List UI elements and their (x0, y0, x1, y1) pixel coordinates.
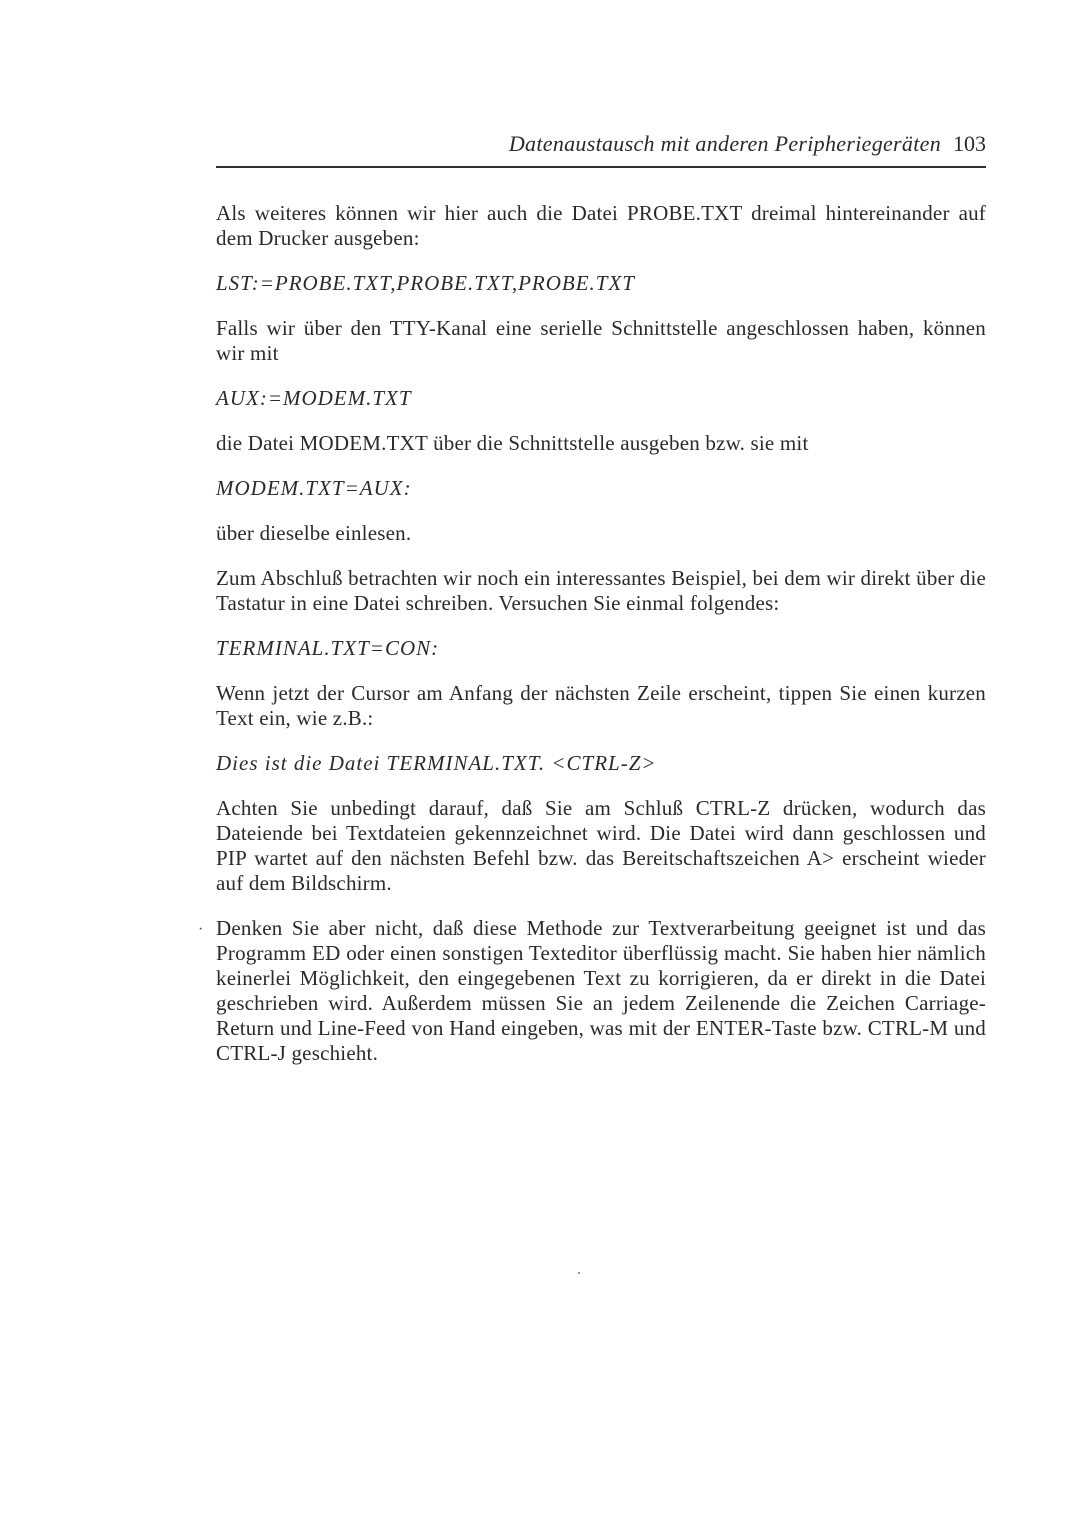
chapter-title: Datenaustausch mit anderen Peripheriegeräten (508, 131, 941, 156)
command-example-4: TERMINAL.TXT=CON: (216, 636, 440, 660)
margin-dot-mark: · (198, 921, 204, 938)
paragraph-1: Als weiteres können wir hier auch die Datei PROBE.TXT dreimal hintereinander auf dem Drucker ausgeben: (216, 201, 986, 250)
command-example-2: AUX:=MODEM.TXT (216, 386, 412, 410)
paragraph-3: die Datei MODEM.TXT über die Schnittstelle ausgeben bzw. sie mit (216, 431, 809, 455)
page-number: 103 (953, 131, 986, 156)
running-header (216, 130, 986, 168)
paragraph-5: Zum Abschluß betrachten wir noch ein interessantes Beispiel, bei dem wir direkt über die Tastatur in eine Datei schreiben. Versuchen Sie einmal folgendes: (216, 566, 986, 615)
paragraph-8-container (198, 916, 986, 1066)
command-example-3: MODEM.TXT=AUX: (216, 476, 412, 500)
paragraph-7: Achten Sie unbedingt darauf, daß Sie am Schluß CTRL-Z drücken, wodurch das Dateiende bei Textdateien gekennzeichnet wird. Die Datei wird dann geschlossen und PIP wartet auf den nächsten Befehl bzw. das Bereitschaftszeichen A> erscheint wieder auf dem Bildschirm. (216, 796, 986, 895)
typed-text-example: Dies ist die Datei TERMINAL.TXT. <CTRL-Z> (216, 751, 657, 775)
command-example-1: LST:=PROBE.TXT,PROBE.TXT,PROBE.TXT (216, 271, 635, 295)
scan-speck (578, 1272, 580, 1274)
paragraph-2: Falls wir über den TTY-Kanal eine serielle Schnittstelle angeschlossen haben, können wir mit (216, 316, 986, 365)
paragraph-4: über dieselbe einlesen. (216, 521, 412, 545)
paragraph-6: Wenn jetzt der Cursor am Anfang der nächsten Zeile erscheint, tippen Sie einen kurzen Text ein, wie z.B.: (216, 681, 986, 730)
page-body (198, 201, 986, 1066)
paragraph-8: Denken Sie aber nicht, daß diese Methode zur Textverarbeitung geeignet ist und das Programm ED oder einen sonstigen Texteditor überflüssig macht. Sie haben hier nämlich keinerlei Möglichkeit, den eingegebenen Text zu korrigieren, da er direkt in die Datei geschrieben wird. Außerdem müssen Sie an jedem Zeilenende die Zeichen Carriage-Return und Line-Feed von Hand eingeben, was mit der ENTER-Taste bzw. CTRL-M und CTRL-J geschieht. (216, 916, 986, 1065)
